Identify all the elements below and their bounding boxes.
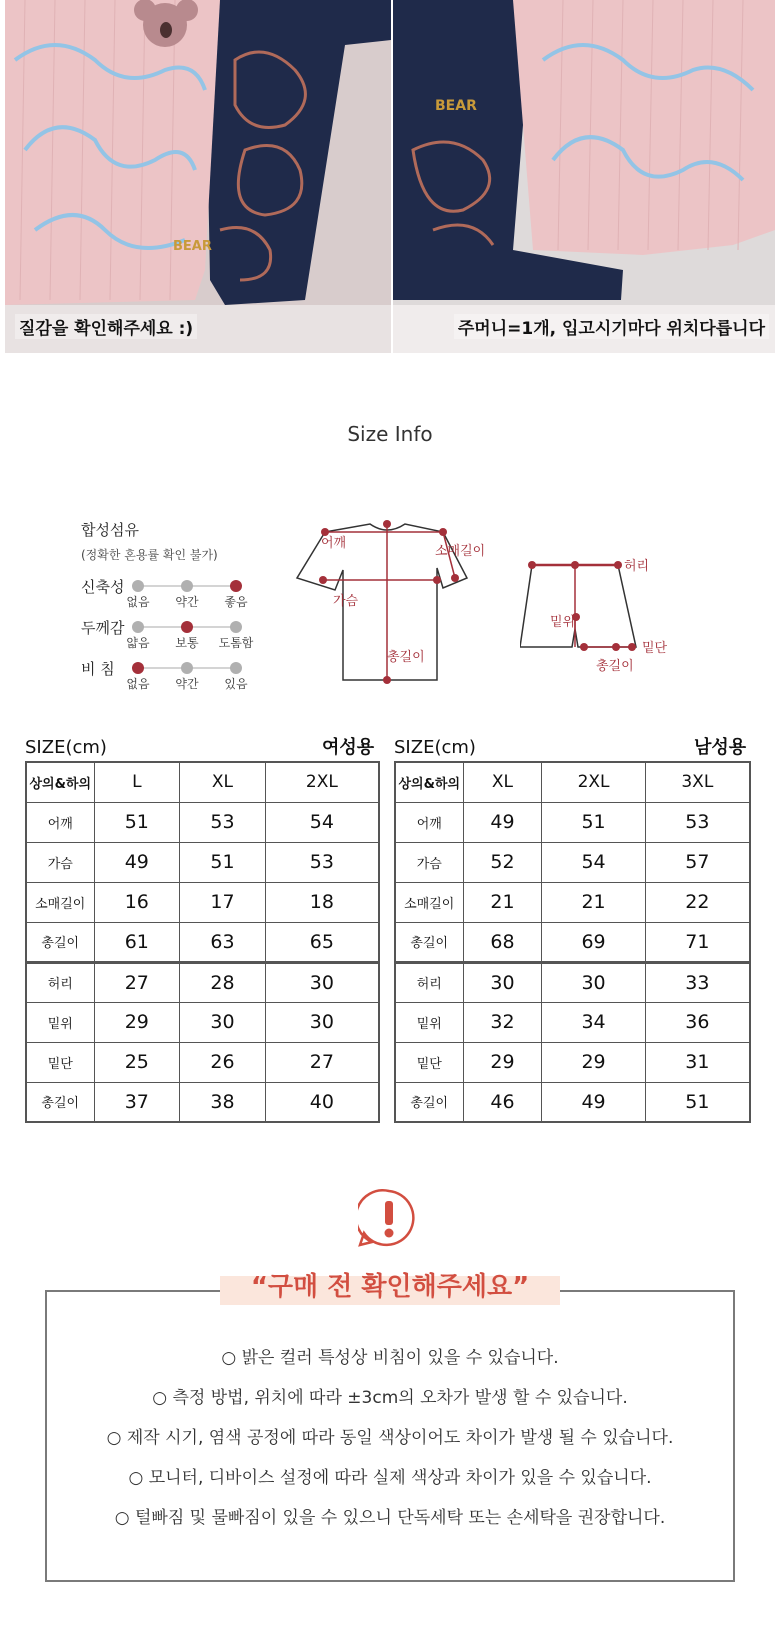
table-cell: 30 <box>542 962 645 1002</box>
table-cell: 30 <box>265 1002 379 1042</box>
sheerness-label: 비 침 <box>81 660 115 678</box>
notice-list <box>45 1348 735 1548</box>
thickness-option-2: 도톰함 <box>218 636 254 650</box>
thickness-dot-0 <box>132 621 144 633</box>
stretch-option-1: 약간 <box>175 595 199 609</box>
material-info <box>81 519 301 563</box>
stretch-label: 신축성 <box>81 578 125 596</box>
table-cell: 31 <box>645 1042 750 1082</box>
top-chest-label: 가슴 <box>333 594 359 609</box>
women-size-table <box>25 761 380 1123</box>
table-cell: 68 <box>463 922 542 962</box>
material-name: 합성섬유 <box>81 521 139 539</box>
svg-text:BEAR: BEAR <box>173 239 212 254</box>
table-cell: 46 <box>463 1082 542 1122</box>
table-header-cell: L <box>94 762 180 802</box>
sheerness-option-0: 없음 <box>126 677 150 691</box>
list-item: ○ 측정 방법, 위치에 따라 ±3cm의 오차가 발생 할 수 있습니다. <box>152 1388 628 1408</box>
table-cell: 어깨 <box>395 802 463 842</box>
stretch-dot-0 <box>132 580 144 592</box>
sheerness-option-1: 약간 <box>175 677 199 691</box>
pocket-caption: 주머니=1개, 입고시기마다 위치다릅니다 <box>454 314 769 339</box>
table-row <box>395 842 750 882</box>
table-cell: 28 <box>180 962 266 1002</box>
table-cell: 17 <box>180 882 266 922</box>
table-cell: 26 <box>180 1042 266 1082</box>
thickness-option-0: 얇음 <box>126 636 150 650</box>
table-cell: 36 <box>645 1002 750 1042</box>
stretch-dot-1 <box>181 580 193 592</box>
bottom-measure-diagram <box>520 555 700 685</box>
texture-photo <box>5 0 391 353</box>
table-cell: 54 <box>542 842 645 882</box>
sheerness-rating <box>81 658 301 692</box>
pajama-pocket-illustration <box>393 0 775 353</box>
table-cell: 밑단 <box>26 1042 94 1082</box>
table-cell: 18 <box>265 882 379 922</box>
table-cell: 33 <box>645 962 750 1002</box>
table-header-row <box>26 762 379 802</box>
table-cell: 52 <box>463 842 542 882</box>
table-cell: 30 <box>463 962 542 1002</box>
table-cell: 허리 <box>395 962 463 1002</box>
table-cell: 가슴 <box>26 842 94 882</box>
bottom-rise-label: 밑위 <box>550 615 576 630</box>
table-header-cell: 2XL <box>542 762 645 802</box>
table-cell: 밑위 <box>26 1002 94 1042</box>
list-item: ○ 제작 시기, 염색 공정에 따라 동일 색상이어도 차이가 발생 될 수 있습니다. <box>106 1428 674 1448</box>
table-cell: 가슴 <box>395 842 463 882</box>
table-cell: 밑단 <box>395 1042 463 1082</box>
table-cell: 34 <box>542 1002 645 1042</box>
notice-title: “구매 전 확인해주세요” <box>250 1272 530 1302</box>
table-cell: 51 <box>94 802 180 842</box>
table-cell: 총길이 <box>395 1082 463 1122</box>
table-cell: 53 <box>180 802 266 842</box>
table-cell: 22 <box>645 882 750 922</box>
table-cell: 51 <box>542 802 645 842</box>
table-cell: 51 <box>180 842 266 882</box>
women-size-unit: SIZE(cm) <box>25 737 107 758</box>
table-cell: 61 <box>94 922 180 962</box>
table-cell: 27 <box>265 1042 379 1082</box>
table-cell: 21 <box>463 882 542 922</box>
table-cell: 32 <box>463 1002 542 1042</box>
thickness-rating <box>81 617 301 651</box>
table-cell: 소매길이 <box>26 882 94 922</box>
table-cell: 29 <box>94 1002 180 1042</box>
table-header-cell: XL <box>463 762 542 802</box>
table-row <box>26 802 379 842</box>
table-cell: 49 <box>542 1082 645 1122</box>
women-table-title: 여성용 <box>322 737 375 758</box>
table-row <box>395 882 750 922</box>
table-row <box>26 842 379 882</box>
table-cell: 71 <box>645 922 750 962</box>
thickness-dot-2 <box>230 621 242 633</box>
table-cell: 소매길이 <box>395 882 463 922</box>
table-cell: 49 <box>463 802 542 842</box>
table-cell: 총길이 <box>395 922 463 962</box>
table-row <box>26 1002 379 1042</box>
table-row <box>395 962 750 1002</box>
top-measure-diagram <box>295 518 485 688</box>
table-cell: 53 <box>645 802 750 842</box>
svg-text:BEAR: BEAR <box>435 98 477 114</box>
men-size-unit: SIZE(cm) <box>394 737 476 758</box>
table-cell: 허리 <box>26 962 94 1002</box>
bottom-length-label: 총길이 <box>596 659 634 674</box>
table-header-cell: 상의&하의 <box>395 762 463 802</box>
table-cell: 21 <box>542 882 645 922</box>
table-row <box>26 1042 379 1082</box>
table-row <box>395 802 750 842</box>
table-header-cell: 3XL <box>645 762 750 802</box>
table-cell: 63 <box>180 922 266 962</box>
thickness-dot-1 <box>181 621 193 633</box>
table-cell: 54 <box>265 802 379 842</box>
list-item: ○ 밝은 컬러 특성상 비침이 있을 수 있습니다. <box>221 1348 559 1368</box>
bottom-waist-label: 허리 <box>624 559 650 574</box>
sheerness-dot-1 <box>181 662 193 674</box>
table-cell: 30 <box>265 962 379 1002</box>
table-cell: 어깨 <box>26 802 94 842</box>
table-cell: 53 <box>265 842 379 882</box>
thickness-label: 두께감 <box>81 619 125 637</box>
top-length-label: 총길이 <box>387 650 425 665</box>
men-table-title: 남성용 <box>694 737 747 758</box>
bottom-hem-label: 밑단 <box>642 641 668 656</box>
table-header-cell: 2XL <box>265 762 379 802</box>
table-cell: 27 <box>94 962 180 1002</box>
table-cell: 밑위 <box>395 1002 463 1042</box>
stretch-dot-2 <box>230 580 242 592</box>
table-header-row <box>395 762 750 802</box>
sheerness-dot-0 <box>132 662 144 674</box>
table-row <box>395 1002 750 1042</box>
table-cell: 25 <box>94 1042 180 1082</box>
table-row <box>395 922 750 962</box>
stretch-option-2: 좋음 <box>224 595 248 609</box>
table-row <box>26 962 379 1002</box>
sheerness-dot-2 <box>230 662 242 674</box>
table-cell: 37 <box>94 1082 180 1122</box>
pajama-texture-illustration <box>5 0 391 353</box>
table-row <box>395 1042 750 1082</box>
table-cell: 16 <box>94 882 180 922</box>
men-size-table <box>394 761 751 1123</box>
stretch-option-0: 없음 <box>126 595 150 609</box>
table-cell: 57 <box>645 842 750 882</box>
thickness-option-1: 보통 <box>175 636 199 650</box>
table-cell: 40 <box>265 1082 379 1122</box>
table-header-cell: XL <box>180 762 266 802</box>
table-cell: 38 <box>180 1082 266 1122</box>
table-cell: 69 <box>542 922 645 962</box>
table-row <box>26 882 379 922</box>
list-item: ○ 모니터, 디바이스 설정에 따라 실제 색상과 차이가 있을 수 있습니다. <box>128 1468 652 1488</box>
size-info-heading: Size Info <box>347 422 433 446</box>
sheerness-option-2: 있음 <box>224 677 248 691</box>
top-sleeve-label: 소매길이 <box>435 544 486 559</box>
alert-icon <box>358 1187 420 1249</box>
material-note: (정확한 혼용률 확인 불가) <box>81 548 218 562</box>
table-cell: 65 <box>265 922 379 962</box>
top-shoulder-label: 어깨 <box>321 536 347 551</box>
stretch-rating <box>81 576 301 610</box>
table-cell: 29 <box>542 1042 645 1082</box>
table-cell: 총길이 <box>26 922 94 962</box>
table-cell: 29 <box>463 1042 542 1082</box>
list-item: ○ 털빠짐 및 물빠짐이 있을 수 있으니 단독세탁 또는 손세탁을 권장합니다. <box>114 1508 666 1528</box>
table-row <box>395 1082 750 1122</box>
pocket-photo <box>393 0 775 353</box>
table-cell: 49 <box>94 842 180 882</box>
table-header-cell: 상의&하의 <box>26 762 94 802</box>
table-row <box>26 922 379 962</box>
table-row <box>26 1082 379 1122</box>
table-cell: 총길이 <box>26 1082 94 1122</box>
texture-caption: 질감을 확인해주세요 :) <box>15 314 197 339</box>
table-cell: 30 <box>180 1002 266 1042</box>
table-cell: 51 <box>645 1082 750 1122</box>
